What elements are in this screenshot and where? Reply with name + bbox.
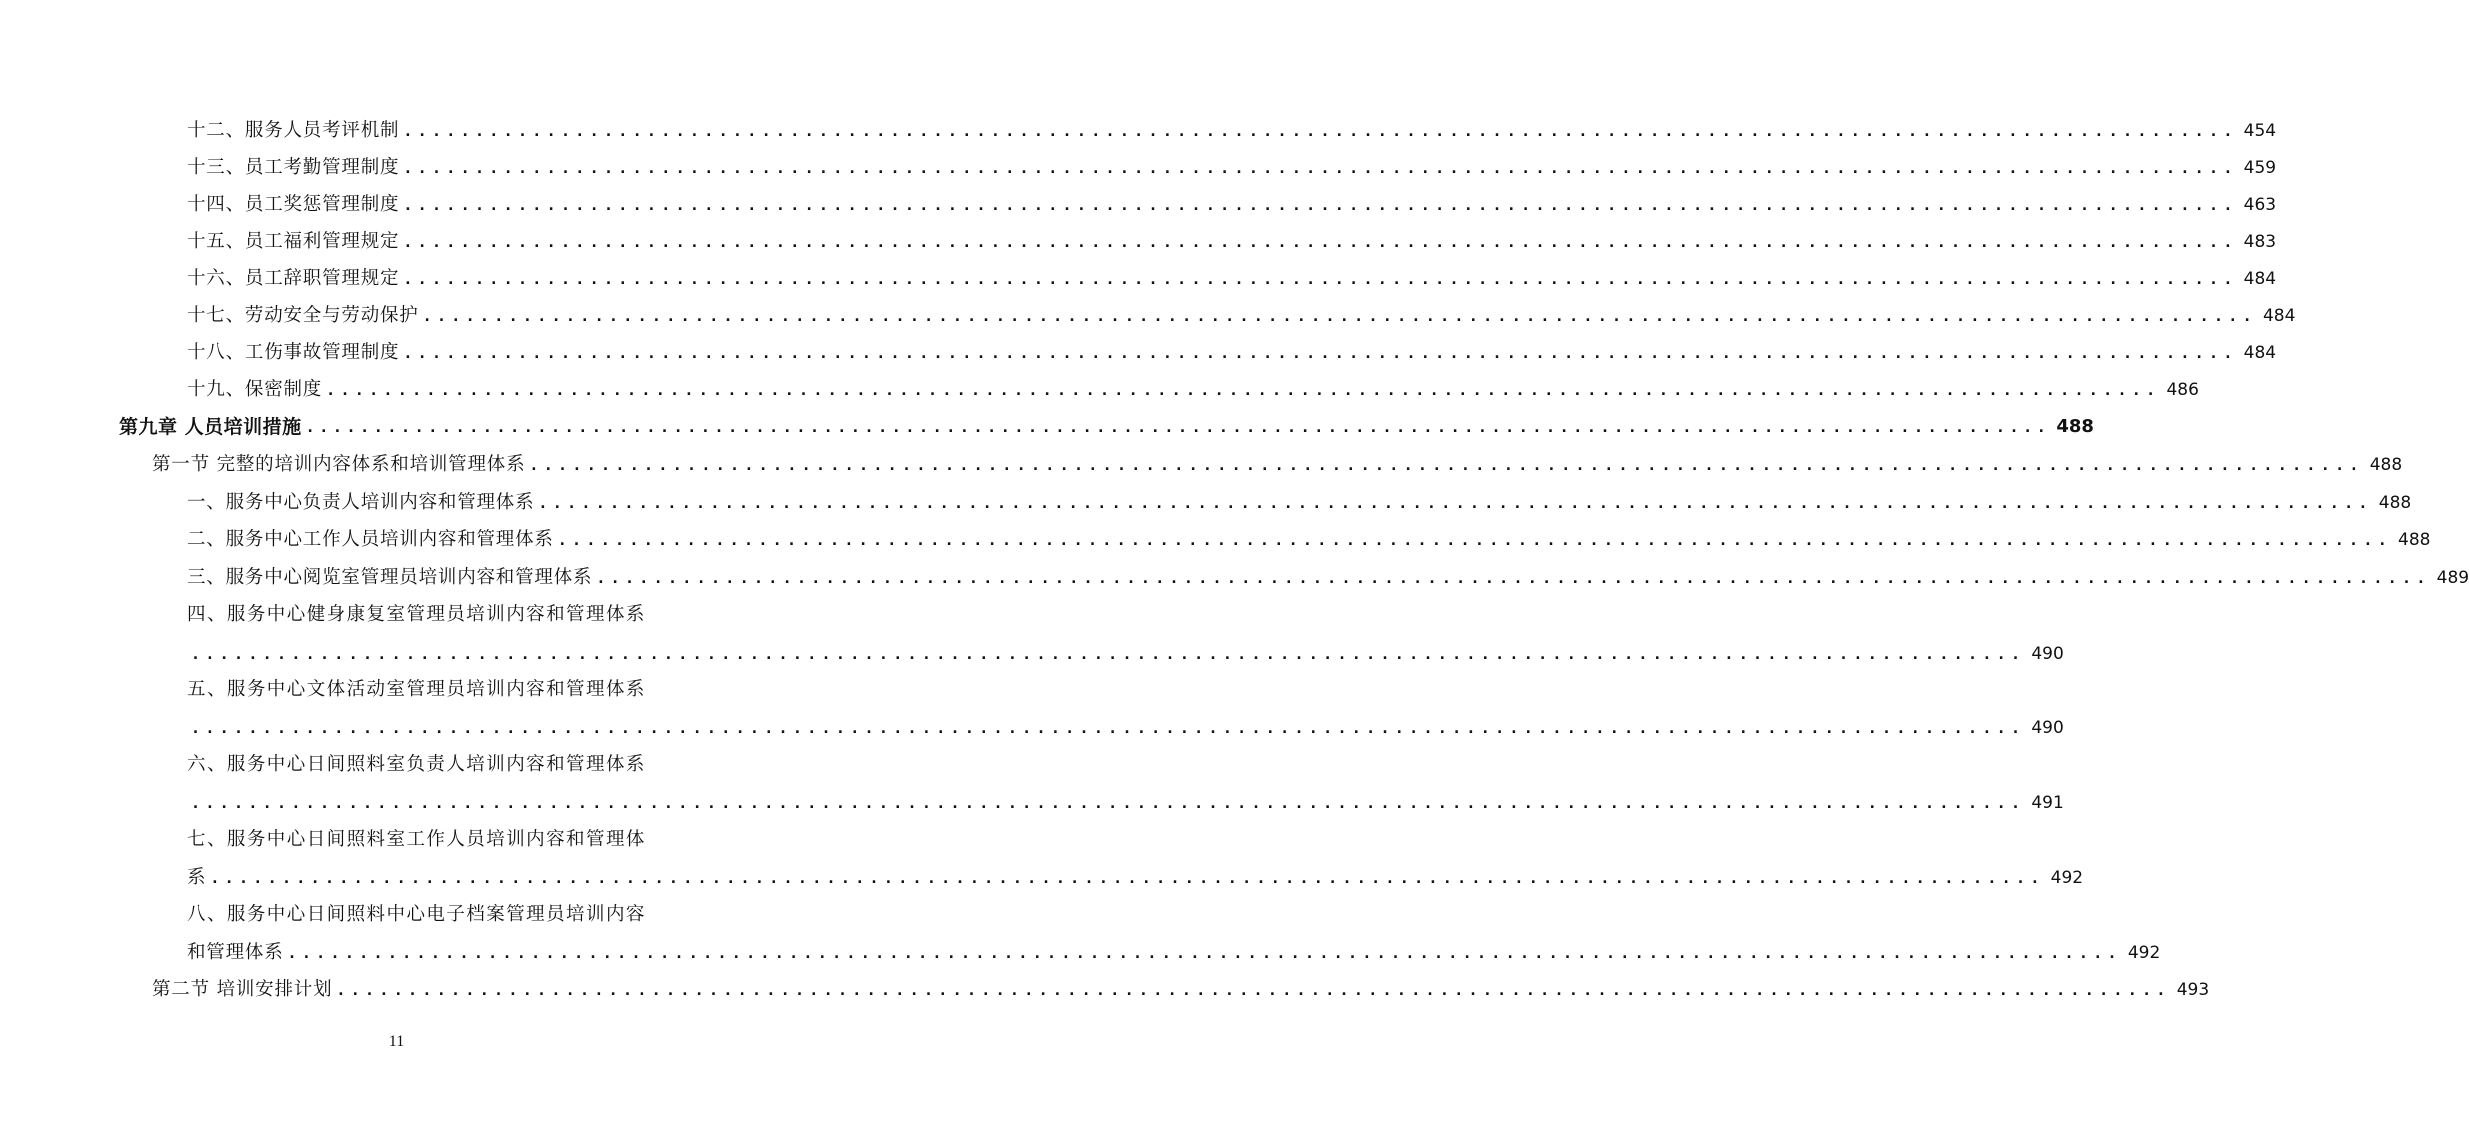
dot-leader: ................................................................................................................................ bbox=[287, 944, 2122, 962]
toc-entry[interactable] bbox=[187, 154, 2277, 182]
toc-entry-page: 488 bbox=[2369, 455, 2403, 475]
dot-leader: ................................................................................................................................ bbox=[422, 307, 2257, 325]
toc-entry-page: 483 bbox=[2243, 232, 2277, 252]
toc-entry[interactable] bbox=[187, 339, 2277, 367]
toc-entry-page: 454 bbox=[2243, 121, 2277, 141]
toc-entry-title: 十三、员工考勤管理制度 bbox=[187, 157, 400, 178]
toc-entry[interactable] bbox=[187, 489, 2412, 517]
dot-leader: ................................................................................................................................ bbox=[403, 344, 2238, 362]
dot-leader: ................................................................................................................................ bbox=[403, 159, 2238, 177]
toc-entry[interactable] bbox=[187, 265, 2277, 293]
dot-leader: ................................................................................................................................ bbox=[557, 531, 2393, 549]
toc-entry-page: 484 bbox=[2243, 269, 2277, 289]
toc-entry-title: 三、服务中心阅览室管理员培训内容和管理体系 bbox=[187, 567, 593, 588]
toc-entry-title-line1: 六、服务中心日间照料室负责人培训内容和管理体系 bbox=[187, 754, 646, 775]
toc-entry-page: 491 bbox=[2031, 793, 2064, 813]
toc-entry-page: 492 bbox=[2050, 868, 2084, 888]
toc-entry[interactable] bbox=[187, 564, 2469, 592]
toc-entry-title-line2: 系 bbox=[187, 867, 207, 888]
toc-chapter-entry[interactable] bbox=[119, 413, 2094, 441]
toc-entry-title: 一、服务中心负责人培训内容和管理体系 bbox=[187, 492, 535, 513]
toc-entry-title: 十七、劳动安全与劳动保护 bbox=[187, 305, 419, 326]
toc-entry-title-line1: 八、服务中心日间照料中心电子档案管理员培训内容 bbox=[187, 904, 646, 925]
dot-leader: ................................................................................................................................ bbox=[305, 418, 2051, 436]
toc-entry-title: 十八、工伤事故管理制度 bbox=[187, 342, 400, 363]
dot-leader: ................................................................................................................................ bbox=[210, 869, 2045, 887]
page-number: 11 bbox=[388, 1033, 405, 1050]
toc-entry-page: 484 bbox=[2243, 343, 2277, 363]
dot-leader: ................................................................................................................................ bbox=[326, 381, 2161, 399]
dot-leader: ................................................................................................................................ bbox=[403, 233, 2238, 251]
dot-leader: ................................................................................................................................ bbox=[538, 494, 2373, 512]
toc-entry-page: 492 bbox=[2127, 943, 2161, 963]
toc-entry[interactable] bbox=[187, 228, 2277, 256]
toc-chapter-title: 第九章 人员培训措施 bbox=[119, 416, 302, 438]
toc-entry-title: 十九、保密制度 bbox=[187, 379, 323, 400]
toc-entry-title-line1: 五、服务中心文体活动室管理员培训内容和管理体系 bbox=[187, 679, 646, 700]
dot-leader: ................................................................................................................................ bbox=[596, 569, 2431, 587]
toc-entry-page: 488 bbox=[2398, 530, 2431, 550]
toc-entry[interactable] bbox=[187, 526, 2431, 554]
dot-leader: ................................................................................................................................ bbox=[191, 719, 2026, 737]
toc-entry-page: 484 bbox=[2262, 306, 2296, 326]
toc-entry[interactable] bbox=[187, 939, 2161, 967]
dot-leader: ................................................................................................................................ bbox=[191, 794, 2026, 812]
toc-entry-page: 493 bbox=[2176, 980, 2210, 1000]
toc-entry[interactable] bbox=[187, 864, 2084, 892]
toc-entry-title-line1: 七、服务中心日间照料室工作人员培训内容和管理体 bbox=[187, 829, 646, 850]
toc-entry-page: 486 bbox=[2166, 380, 2199, 400]
toc-section-title: 第一节 完整的培训内容体系和培训管理体系 bbox=[152, 454, 526, 475]
toc-entry[interactable] bbox=[187, 191, 2277, 219]
toc-entry[interactable] bbox=[187, 789, 2064, 817]
toc-entry-page: 489 bbox=[2436, 568, 2469, 588]
toc-entry-title-line2: 和管理体系 bbox=[187, 942, 284, 963]
toc-entry[interactable] bbox=[187, 376, 2199, 404]
toc-entry-title: 十六、员工辞职管理规定 bbox=[187, 268, 400, 289]
dot-leader: ................................................................................................................................ bbox=[403, 196, 2238, 214]
toc-entry[interactable] bbox=[187, 117, 2277, 145]
toc-entry-title: 十五、员工福利管理规定 bbox=[187, 231, 400, 252]
toc-entry-page: 459 bbox=[2243, 158, 2277, 178]
toc-section-title: 第二节 培训安排计划 bbox=[152, 979, 333, 1000]
dot-leader: ................................................................................................................................ bbox=[529, 456, 2364, 474]
toc-entry-page: 463 bbox=[2243, 195, 2277, 215]
toc-entry-title: 十二、服务人员考评机制 bbox=[187, 120, 400, 141]
dot-leader: ................................................................................................................................ bbox=[191, 645, 2026, 663]
toc-entry-page: 488 bbox=[2378, 493, 2412, 513]
toc-section-entry[interactable] bbox=[152, 451, 2403, 479]
toc-entry-title-line1: 四、服务中心健身康复室管理员培训内容和管理体系 bbox=[187, 604, 646, 625]
toc-entry-page: 490 bbox=[2031, 718, 2064, 738]
toc-entry[interactable] bbox=[187, 714, 2064, 742]
toc-entry-page: 488 bbox=[2056, 416, 2094, 437]
dot-leader: ................................................................................................................................ bbox=[403, 270, 2238, 288]
toc-entry[interactable] bbox=[187, 640, 2064, 668]
toc-entry-page: 490 bbox=[2031, 644, 2064, 664]
toc-section-entry[interactable] bbox=[152, 976, 2210, 1004]
toc-entry-title: 二、服务中心工作人员培训内容和管理体系 bbox=[187, 529, 554, 550]
toc-entry[interactable] bbox=[187, 302, 2296, 330]
toc-entry-title: 十四、员工奖惩管理制度 bbox=[187, 194, 400, 215]
dot-leader: ................................................................................................................................ bbox=[403, 122, 2238, 140]
dot-leader: ................................................................................................................................ bbox=[336, 981, 2171, 999]
